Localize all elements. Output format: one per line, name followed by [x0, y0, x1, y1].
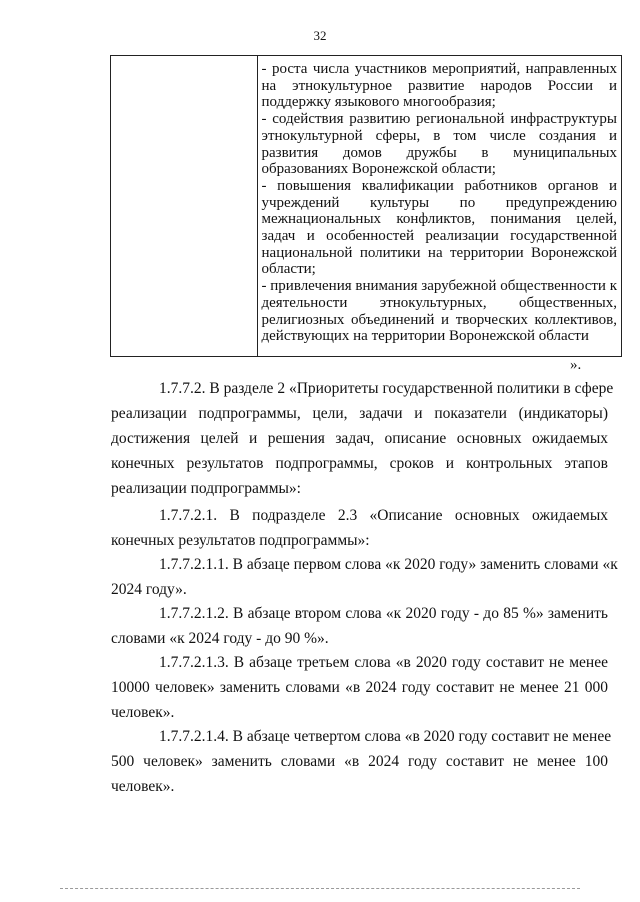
table-cell-line: - роста числа участников мероприятий, направленных [261, 61, 617, 77]
paragraph-line: реализации подпрограммы, цели, задачи и показатели (индикаторы) [111, 405, 608, 422]
table-cell-line: задач и особенностей реализации государственной [261, 228, 617, 245]
targets-table [110, 55, 622, 357]
paragraph-line: 1.7.7.2.1.3. В абзаце третьем слова «в 2020 году составит не менее [159, 654, 608, 671]
paragraph-1-7-7-2-1-3 [111, 650, 608, 725]
closing-quote: ». [570, 357, 582, 373]
paragraph-line: 2024 году». [111, 581, 187, 598]
table-cell-line: деятельности этнокультурных, общественных, [261, 294, 617, 311]
paragraph-1-7-7-2-1 [111, 503, 608, 553]
table-cell-line: действующих на территории Воронежской области [261, 328, 589, 345]
paragraph-line: словами «к 2024 году - до 90 %». [111, 630, 329, 647]
paragraph-1-7-7-2 [111, 376, 614, 501]
table-cell-line: - содействия развитию региональной инфраструктуры [261, 111, 617, 128]
table-cell-line: области; [261, 261, 316, 278]
paragraph-line: 500 человек» заменить словами «в 2024 году составит не менее 100 [111, 753, 608, 770]
table-cell-line: образованиях Воронежской области; [261, 161, 496, 178]
paragraph-line: человек». [111, 704, 175, 721]
paragraph-line: реализации подпрограммы»: [111, 480, 301, 497]
table-cell-line: - привлечения внимания зарубежной общественности к [261, 278, 617, 295]
paragraph-line: 1.7.7.2.1. В подразделе 2.3 «Описание основных ожидаемых [159, 507, 608, 524]
page-number: 32 [313, 28, 327, 43]
table-cell-line: на этнокультурное развитие народов России и [261, 77, 617, 94]
page-bottom-rule [60, 888, 580, 889]
paragraph-1-7-7-2-1-1 [111, 552, 618, 602]
paragraph-line: конечных результатов подпрограммы»: [111, 532, 370, 549]
paragraph-line: 1.7.7.2.1.4. В абзаце четвертом слова «в 2020 году составит не менее [159, 728, 612, 745]
table-cell-line: этнокультурной сферы, в том числе создания и [261, 127, 617, 144]
paragraph-line: 1.7.7.2.1.2. В абзаце втором слова «к 2020 году - до 85 %» заменить [159, 605, 608, 622]
paragraph-1-7-7-2-1-2 [111, 601, 608, 651]
paragraph-line: 1.7.7.2.1.1. В абзаце первом слова «к 2020 году» заменить словами «к [159, 556, 618, 573]
table-cell-line: поддержку языкового многообразия; [261, 94, 496, 111]
paragraph-line: конечных результатов подпрограммы, сроков и контрольных этапов [111, 455, 608, 472]
table-cell-line: религиозных объединений и творческих коллективов, [261, 311, 617, 328]
table-cell-line: развития домов дружбы в муниципальных [261, 144, 617, 161]
paragraph-line: достижения целей и решения задач, описание основных ожидаемых [111, 430, 608, 447]
table-cell-line: межнациональных конфликтов, понимания целей, [261, 211, 617, 228]
table-cell-line: национальной политики на территории Воронежской [261, 244, 617, 261]
paragraph-line: 10000 человек» заменить словами «в 2024 году составит не менее 21 000 [111, 679, 608, 696]
paragraph-1-7-7-2-1-4 [111, 724, 612, 799]
paragraph-line: 1.7.7.2. В разделе 2 «Приоритеты государственной политики в сфере [159, 380, 614, 397]
table-cell-line: учреждений культуры по предупреждению [261, 194, 617, 211]
table-right-cell [258, 56, 621, 356]
table-left-cell [111, 56, 258, 356]
table-cell-line: - повышения квалификации работников органов и [261, 177, 617, 194]
paragraph-line: человек». [111, 778, 175, 795]
